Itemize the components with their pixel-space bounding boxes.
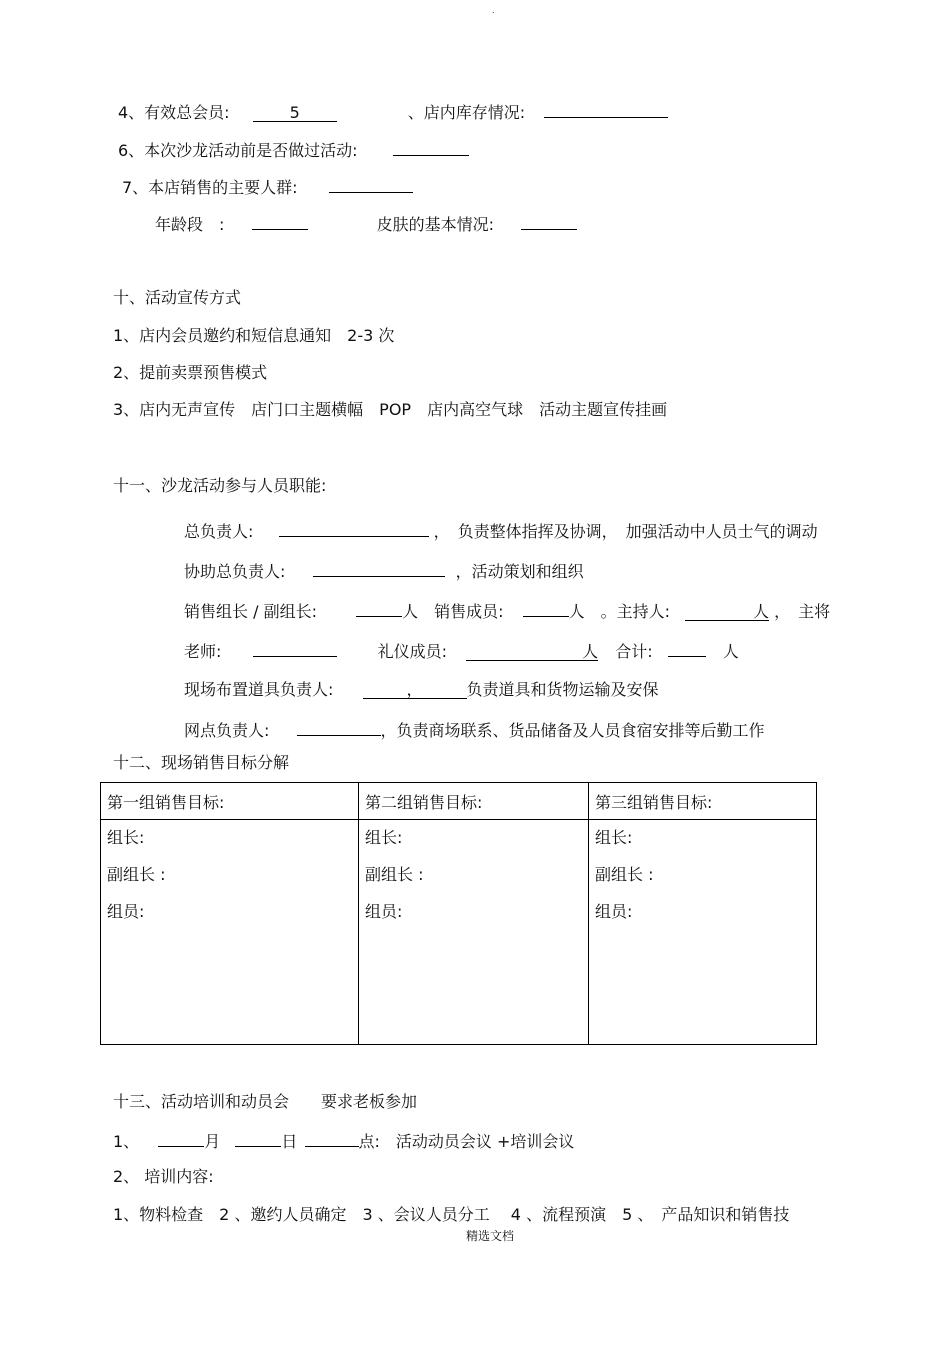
role-teacher-etiquette: 老师: 礼仪成员: 人 合计: 人 <box>184 642 739 661</box>
section10-title: 十、活动宣传方式 <box>113 288 242 307</box>
group3-cell[interactable] <box>589 820 817 1045</box>
group2-vice: 副组长 : <box>365 865 424 884</box>
day-field[interactable] <box>235 1130 281 1147</box>
month-field[interactable] <box>158 1130 204 1147</box>
group2-cell[interactable] <box>359 820 589 1045</box>
section12-title: 十二、现场销售目标分解 <box>113 753 290 772</box>
age-range-field[interactable] <box>252 213 308 230</box>
section13-item2: 2、 培训内容: <box>113 1167 214 1186</box>
group3-leader: 组长: <box>595 828 633 847</box>
group1-header: 第一组销售目标: <box>101 783 359 820</box>
host-count-field[interactable]: 人 <box>685 604 769 621</box>
info-line-prior-activity: 6、本次沙龙活动前是否做过活动: <box>118 139 469 161</box>
etiquette-count-field[interactable]: 人 <box>466 644 598 661</box>
section13-item1: 1、 月 日 点: 活动动员会议 +培训会议 <box>113 1132 575 1151</box>
group1-members: 组员: <box>107 902 145 921</box>
sales-member-count-field[interactable] <box>523 600 569 617</box>
header-mark: . <box>492 6 495 15</box>
role-outlet-manager: 网点负责人: ，负责商场联系、货品储备及人员食宿安排等后勤工作 <box>184 721 765 740</box>
info-line-members: 4、有效总会员: 5 、店内库存情况: <box>118 101 668 123</box>
total-count-field[interactable] <box>668 640 706 657</box>
group1-leader: 组长: <box>107 828 145 847</box>
sales-target-table <box>100 782 817 1045</box>
role-assistant-manager: 协助总负责人: ，活动策划和组织 <box>184 562 584 581</box>
assistant-manager-field[interactable] <box>313 560 445 577</box>
group3-vice: 副组长 : <box>595 865 654 884</box>
section13-item3: 1、物料检查 2 、邀约人员确定 3 、会议人员分工 4 、流程预演 5 、 产品知识和销售技 <box>113 1205 790 1224</box>
info-line-age-skin: 年龄段 : 皮肤的基本情况: <box>155 213 577 235</box>
prior-activity-field[interactable] <box>393 139 469 156</box>
role-sales-team: 销售组长 / 副组长: 人 销售成员: 人 。主持人: 人 ， 主将 <box>184 602 831 621</box>
section11-title: 十一、沙龙活动参与人员职能: <box>113 476 327 495</box>
group3-header: 第三组销售目标: <box>589 783 817 820</box>
role-setup-manager: 现场布置道具负责人: ， 负责道具和货物运输及安保 <box>184 680 659 699</box>
group2-leader: 组长: <box>365 828 403 847</box>
group2-members: 组员: <box>365 902 403 921</box>
general-manager-field[interactable] <box>279 520 429 537</box>
teacher-field[interactable] <box>253 640 337 657</box>
section13-title: 十三、活动培训和动员会 要求老板参加 <box>113 1092 418 1111</box>
group2-header: 第二组销售目标: <box>359 783 589 820</box>
target-crowd-field[interactable] <box>329 176 413 193</box>
total-members-field[interactable]: 5 <box>253 105 337 122</box>
team-leader-count-field[interactable] <box>356 600 402 617</box>
outlet-manager-field[interactable] <box>297 719 381 736</box>
group3-members: 组员: <box>595 902 633 921</box>
info-line-target-crowd: 7、本店销售的主要人群: <box>122 176 413 198</box>
group1-vice: 副组长 : <box>107 865 166 884</box>
skin-condition-field[interactable] <box>521 213 577 230</box>
group1-cell[interactable] <box>101 820 359 1045</box>
stock-status-field[interactable] <box>544 101 668 118</box>
role-general-manager: 总负责人: ， 负责整体指挥及协调， 加强活动中人员士气的调动 <box>184 522 818 541</box>
setup-manager-field[interactable]: ， <box>363 682 467 699</box>
section10-item2: 2、提前卖票预售模式 <box>113 363 268 382</box>
section10-item3: 3、店内无声宣传 店门口主题横幅 POP 店内高空气球 活动主题宣传挂画 <box>113 400 668 419</box>
footer-label: 精选文档 <box>466 1229 515 1243</box>
hour-field[interactable] <box>305 1130 359 1147</box>
section10-item1: 1、店内会员邀约和短信息通知 2-3 次 <box>113 326 395 345</box>
